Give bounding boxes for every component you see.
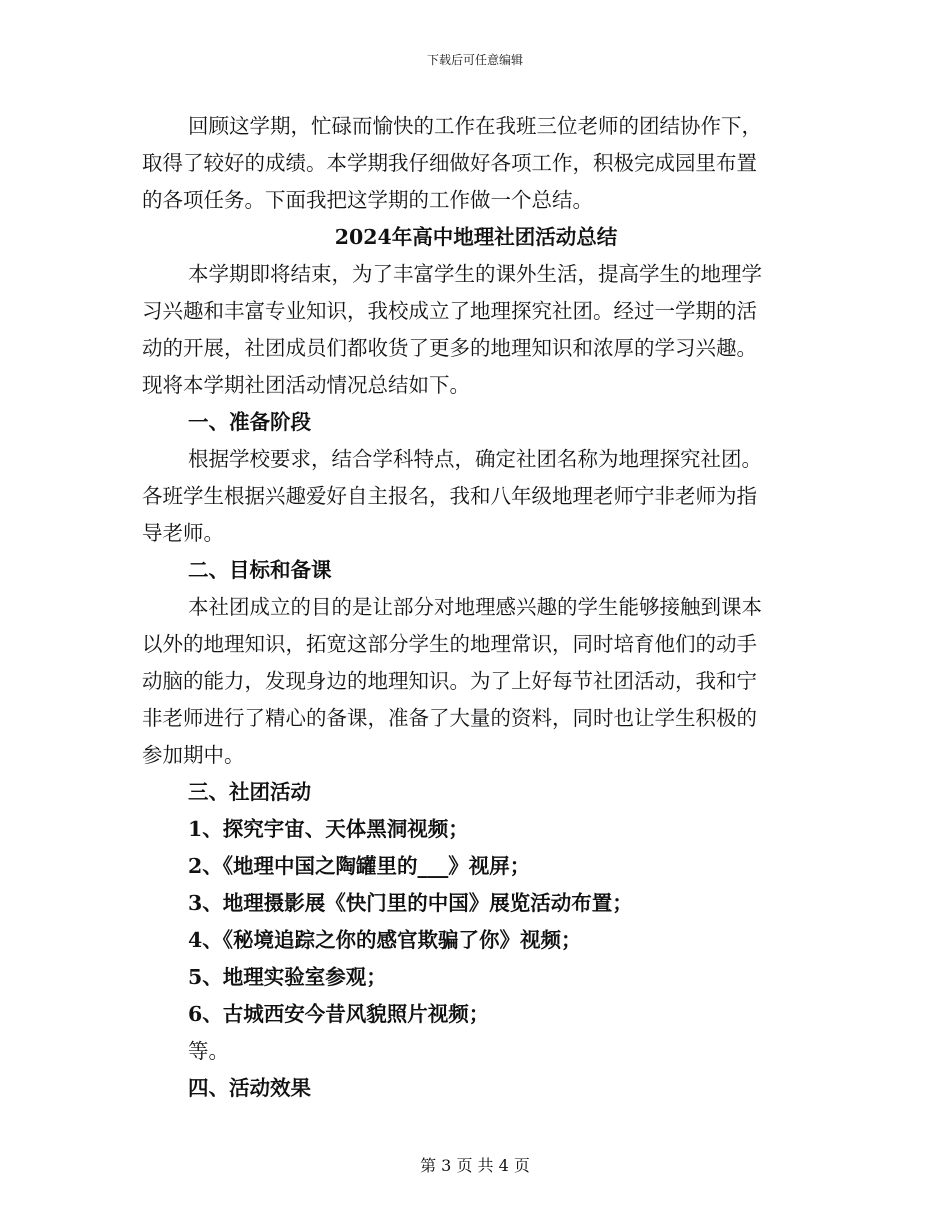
- section-heading-results: 四、活动效果: [188, 1076, 311, 1100]
- preparation-paragraph: [142, 441, 810, 552]
- text-line: 回顾这学期，忙碌而愉快的工作在我班三位老师的团结协作下，: [188, 114, 762, 138]
- text-line: 根据学校要求，结合学科特点，确定社团名称为地理探究社团。: [188, 447, 762, 471]
- text-line: 取得了较好的成绩。本学期我仔细做好各项工作，积极完成园里布置: [142, 151, 757, 175]
- section-heading-activities: 三、社团活动: [188, 780, 311, 804]
- text-line: 现将本学期社团活动情况总结如下。: [142, 373, 470, 397]
- text-line: 以外的地理知识，拓宽这部分学生的地理常识，同时培育他们的动手: [142, 632, 757, 656]
- text-line: 动脑的能力，发现身边的地理知识。为了上好每节社团活动，我和宁: [142, 669, 757, 693]
- overview-paragraph: [142, 256, 810, 404]
- section-heading-goals: 二、目标和备课: [188, 558, 332, 582]
- text-line: 习兴趣和丰富专业知识，我校成立了地理探究社团。经过一学期的活: [142, 299, 757, 323]
- text-line: 导老师。: [142, 521, 224, 545]
- text-line: 的各项任务。下面我把这学期的工作做一个总结。: [142, 188, 593, 212]
- activity-list: [142, 811, 810, 1033]
- goals-paragraph: [142, 589, 810, 774]
- list-item: 3、地理摄影展《快门里的中国》展览活动布置；: [188, 891, 633, 915]
- section-heading-preparation: 一、准备阶段: [188, 410, 311, 434]
- page-header: 下载后可任意编辑: [426, 53, 523, 67]
- text-line: 参加期中。: [142, 743, 245, 767]
- text-line: 本社团成立的目的是让部分对地理感兴趣的学生能够接触到课本: [188, 595, 762, 619]
- text-line: 本学期即将结束，为了丰富学生的课外生活，提高学生的地理学: [188, 262, 762, 286]
- text-line: 非老师进行了精心的备课，准备了大量的资料，同时也让学生积极的: [142, 706, 757, 730]
- etc-text: 等。: [188, 1039, 229, 1063]
- document-body: [142, 108, 810, 1107]
- list-item: 6、古城西安今昔风貌照片视频；: [188, 1002, 490, 1026]
- list-item: 2、《地理中国之陶罐里的___》视屏；: [188, 854, 531, 878]
- page-number: 第 3 页 共 4 页: [420, 1156, 530, 1175]
- list-item: 4、《秘境追踪之你的感官欺骗了你》视频；: [188, 928, 582, 952]
- text-line: 动的开展，社团成员们都收货了更多的地理知识和浓厚的学习兴趣。: [142, 336, 757, 360]
- intro-paragraph: [142, 108, 810, 219]
- text-line: 各班学生根据兴趣爱好自主报名，我和八年级地理老师宁非老师为指: [142, 484, 757, 508]
- list-item: 5、地理实验室参观；: [188, 965, 387, 989]
- list-item: 1、探究宇宙、天体黑洞视频；: [188, 817, 469, 841]
- document-title: 2024年高中地理社团活动总结: [334, 225, 618, 249]
